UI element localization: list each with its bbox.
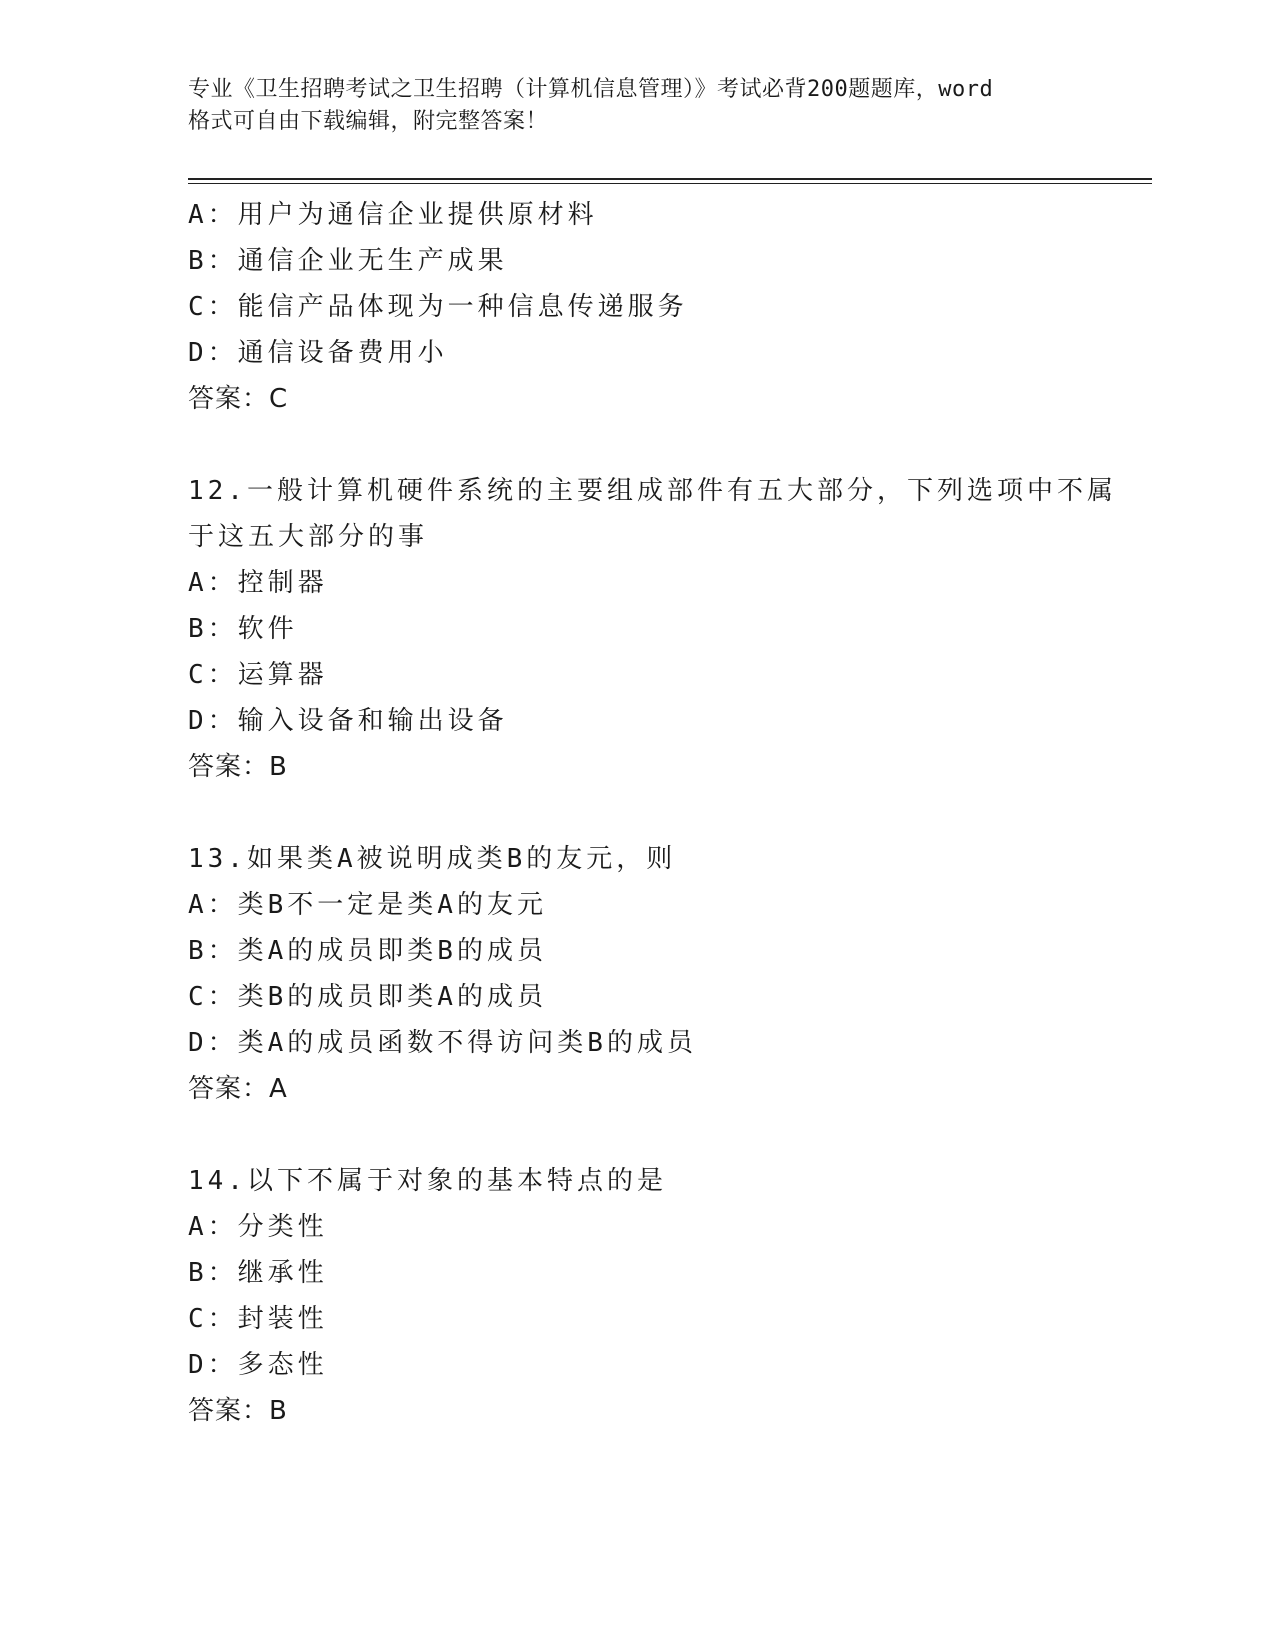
question-13-option-d: D：类A的成员函数不得访问类B的成员 — [188, 1028, 697, 1058]
question-13-stem-line-1: 13.如果类A被说明成类B的友元，则 — [188, 844, 677, 874]
question-12-option-b: B：软件 — [188, 614, 298, 644]
question-12-option-a: A：控制器 — [188, 568, 328, 598]
question-13-answer: 答案：A — [188, 1074, 288, 1104]
question-12-option-d: D：输入设备和输出设备 — [188, 706, 508, 736]
document-header — [188, 74, 1108, 138]
question-12-stem-line-1: 12.一般计算机硬件系统的主要组成部件有五大部分，下列选项中不属 — [188, 476, 1117, 506]
question-14 — [188, 1158, 1088, 1434]
question-13 — [188, 836, 1088, 1112]
header-divider-thick — [188, 178, 1152, 180]
question-14-option-a: A：分类性 — [188, 1212, 328, 1242]
question-11-option-a: A：用户为通信企业提供原材料 — [188, 200, 598, 230]
question-13-option-c: C：类B的成员即类A的成员 — [188, 982, 547, 1012]
question-14-option-d: D：多态性 — [188, 1350, 328, 1380]
question-spacer — [188, 1112, 1088, 1158]
header-title-line-1: 专业《卫生招聘考试之卫生招聘（计算机信息管理）》考试必背200题题库，word — [188, 77, 994, 102]
question-13-option-a: A：类B不一定是类A的友元 — [188, 890, 547, 920]
question-12-option-c: C：运算器 — [188, 660, 328, 690]
question-14-option-c: C：封装性 — [188, 1304, 328, 1334]
question-14-option-b: B：继承性 — [188, 1258, 328, 1288]
question-spacer — [188, 422, 1088, 468]
question-12 — [188, 468, 1117, 790]
header-divider-thin — [188, 183, 1152, 184]
question-list — [188, 192, 1117, 1434]
question-11-option-d: D：通信设备费用小 — [188, 338, 448, 368]
question-spacer — [188, 790, 1088, 836]
question-14-stem-line-1: 14.以下不属于对象的基本特点的是 — [188, 1166, 667, 1196]
question-14-answer: 答案：B — [188, 1396, 288, 1426]
question-11-answer: 答案：C — [188, 384, 289, 414]
header-title-line-2: 格式可自由下载编辑，附完整答案！ — [188, 109, 549, 134]
question-12-answer: 答案：B — [188, 752, 288, 782]
question-11 — [188, 192, 1088, 422]
question-12-stem-line-2: 于这五大部分的事 — [188, 522, 429, 552]
question-11-option-b: B：通信企业无生产成果 — [188, 246, 508, 276]
question-13-option-b: B：类A的成员即类B的成员 — [188, 936, 547, 966]
question-11-option-c: C：能信产品体现为一种信息传递服务 — [188, 292, 688, 322]
